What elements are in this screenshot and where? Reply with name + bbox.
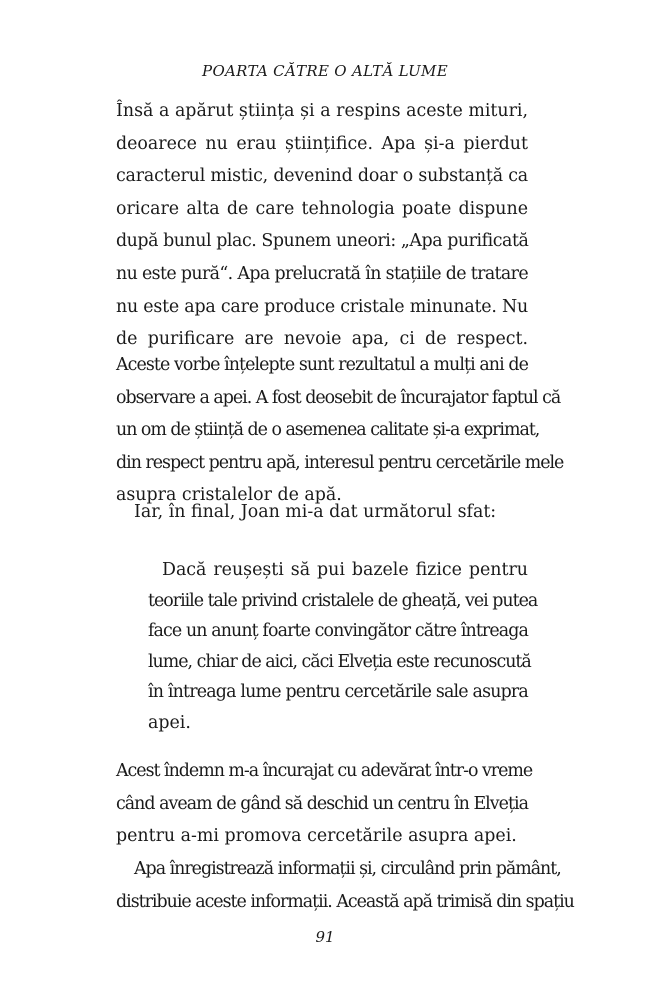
text-line: teoriile tale privind cristalele de gheață, vei putea xyxy=(148,590,538,611)
text-line: face un anunț foarte convingător către întreaga xyxy=(148,621,528,641)
text-line: Acest îndemn m-a încurajat cu adevărat într-o vreme xyxy=(116,761,533,781)
text-line: apei. xyxy=(148,712,191,733)
text-line: nu este pură“. Apa prelucrată în stațiile de tratare xyxy=(116,263,528,284)
text-line: lume, chiar de aici, căci Elveția este recunoscută xyxy=(148,651,531,672)
running-header: POARTA CĂTRE O ALTĂ LUME xyxy=(202,62,448,80)
paragraph-2 xyxy=(116,349,564,512)
paragraph-1 xyxy=(116,95,528,356)
text-line: Apa înregistrează informații și, circulând prin pământ, xyxy=(134,859,561,879)
text-line: oricare alta de care tehnologia poate dispune xyxy=(116,198,528,219)
text-line: Însă a apărut știința și a respins aceste mituri, xyxy=(116,101,528,121)
text-line: pentru a-mi promova cercetările asupra apei. xyxy=(116,826,517,847)
page-number: 91 xyxy=(315,928,335,946)
text-line: Iar, în final, Joan mi-a dat următorul sfat: xyxy=(134,502,497,522)
text-line: nu este apa care produce cristale minunate. Nu xyxy=(116,296,528,317)
text-line: deoarece nu erau științifice. Apa și-a pierdut xyxy=(116,133,528,154)
text-line: un om de știință de o asemenea calitate și-a exprimat, xyxy=(116,420,540,441)
text-line: caracterul mistic, devenind doar o substanță ca xyxy=(116,166,528,187)
text-line: asupra cristalelor de apă. xyxy=(116,485,342,506)
text-line: după bunul plac. Spunem uneori: „Apa purificată xyxy=(116,231,529,252)
paragraph-4 xyxy=(116,755,533,853)
text-line: din respect pentru apă, interesul pentru cercetările mele xyxy=(116,452,564,473)
paragraph-3 xyxy=(134,496,528,529)
text-line: de purificare are nevoie apa, ci de respect. xyxy=(116,329,528,350)
quoted-advice xyxy=(148,555,538,738)
text-line: Dacă reușești să pui bazele fizice pentru xyxy=(162,560,528,580)
text-line: distribuie aceste informații. Această apă trimisă din spațiu xyxy=(116,891,574,912)
paragraph-5 xyxy=(116,853,574,918)
text-line: observare a apei. A fost deosebit de încurajator faptul că xyxy=(116,387,561,408)
text-line: când aveam de gând să deschid un centru în Elveția xyxy=(116,793,528,814)
text-line: în întreaga lume pentru cercetările sale asupra xyxy=(148,682,528,702)
text-line: Aceste vorbe înțelepte sunt rezultatul a mulți ani de xyxy=(116,355,528,375)
